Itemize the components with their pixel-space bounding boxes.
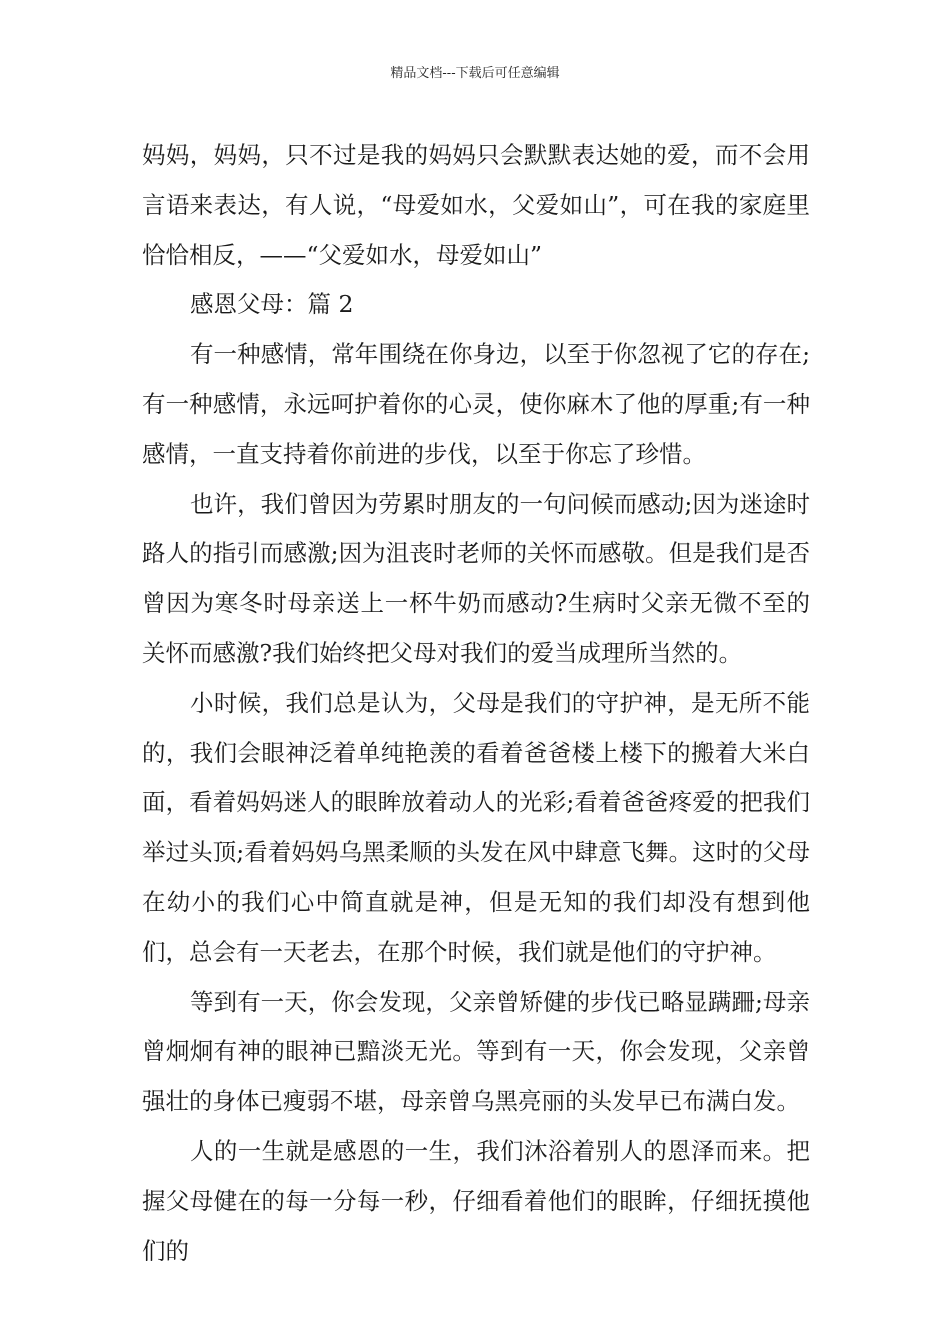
document-body	[142, 131, 810, 1276]
paragraph: 小时候，我们总是认为，父母是我们的守护神，是无所不能的，我们会眼神泛着单纯艳羡的看着爸爸楼上楼下的搬着大米白面，看着妈妈迷人的眼眸放着动人的光彩;看着爸爸疼爱的把我们举过头顶;看着妈妈乌黑柔顺的头发在风中肆意飞舞。这时的父母在幼小的我们心中简直就是神，但是无知的我们却没有想到他们，总会有一天老去，在那个时候，我们就是他们的守护神。	[142, 688, 810, 966]
section-heading: 感恩父母：篇 2	[190, 290, 354, 319]
paragraph: 等到有一天，你会发现，父亲曾矫健的步伐已略显蹒跚;母亲曾炯炯有神的眼神已黯淡无光。等到有一天，你会发现，父亲曾强壮的身体已瘦弱不堪，母亲曾乌黑亮丽的头发早已布满白发。	[142, 987, 810, 1116]
paragraph-continuation: 妈妈，妈妈，只不过是我的妈妈只会默默表达她的爱，而不会用言语来表达，有人说，“母爱如水，父爱如山”，可在我的家庭里恰恰相反，——“父爱如水，母爱如山”	[142, 141, 810, 269]
paragraph: 人的一生就是感恩的一生，我们沐浴着别人的恩泽而来。把握父母健在的每一分每一秒，仔细看着他们的眼眸，仔细抚摸他们的	[142, 1136, 810, 1265]
paragraph: 有一种感情，常年围绕在你身边，以至于你忽视了它的存在;有一种感情，永远呵护着你的心灵，使你麻木了他的厚重;有一种感情，一直支持着你前进的步伐，以至于你忘了珍惜。	[142, 340, 810, 468]
page-header: 精品文档---下载后可任意编辑	[390, 66, 560, 81]
paragraph: 也许，我们曾因为劳累时朋友的一句问候而感动;因为迷途时路人的指引而感激;因为沮丧时老师的关怀而感敬。但是我们是否曾因为寒冬时母亲送上一杯牛奶而感动?生病时父亲无微不至的关怀而感激?我们始终把父母对我们的爱当成理所当然的。	[142, 489, 810, 667]
